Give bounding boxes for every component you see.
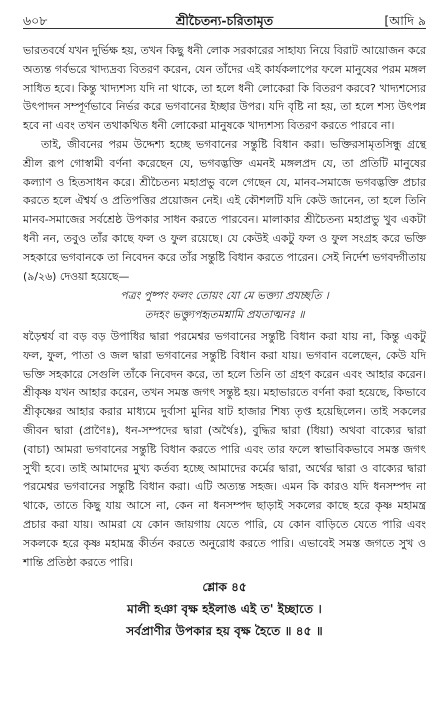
- paragraph-devotion: তাই, জীবনের পরম উদ্দেশ্য হচ্ছে ভগবানের সন্তুষ্টি বিধান করা। ভক্তিরসামৃতসিন্ধু গ্রন্থে শ্রীল রূপ গোস্বামী বর্ণনা করেছেন যে, ভগবদ্ভক্তি এমনই মঙ্গলপ্রদ যে, তা প্রতিটি মানুষের কল্যাণ ও হিতসাধন করে। শ্রীচৈতন্য মহাপ্রভু বলে গেছেন যে, মানব-সমাজে ভগবদ্ভক্তি প্রচার করতে হলে ঐশ্বর্য ও প্রতিপত্তির প্রয়োজন নেই। এই কৌশলটি যদি কেউ জানেন, তা হলে তিনি মানব-সমাজের সর্বশ্রেষ্ঠ উপকার সাধন করতে পারবেন। মালাকার শ্রীচৈতন্য মহাপ্রভু খুব একটা ধনী নন, তবুও তাঁর কাছে ফল ও ফুল রয়েছে। যে কেউই একটু ফল ও ফুল সংগ্রহ করে ভক্তি সহকারে ভগবানকে তা নিবেদন করে তাঁর সন্তুষ্টি বিধান করতে পারেন। সেই নির্দেশ ভগবদ্গীতায় (৯/২৬) দেওয়া হয়েছে—: [23, 137, 426, 283]
- gita-verse-line: পত্রং পুষ্পং ফলং তোয়ং যো মে ভক্ত্যা প্রযচ্ছতি ।: [120, 289, 329, 303]
- sloka-heading: শ্লোক ৪৫: [202, 580, 247, 595]
- gita-verse: [23, 287, 426, 325]
- running-header: [23, 10, 426, 34]
- header-rule: [23, 28, 426, 29]
- sloka-line: মালী হঞা বৃক্ষ হইলাঙ এই ত' ইচ্ছাতে ।: [127, 602, 322, 617]
- paragraph-famine: ভারতবর্ষে যখন দুর্ভিক্ষ হয়, তখন কিছু ধনী লোক সরকারের সাহায্য নিয়ে বিরাট আয়োজন করে অত্যন্ত গর্বভরে খাদ্যদ্রব্য বিতরণ করেন, যেন তাঁদের এই কার্যকলাপের ফলে মানুষের পরম মঙ্গল সাধিত হবে। কিন্তু খাদ্যশস্য যদি না থাকে, তা হলে ধনী লোকেরা কি বিতরণ করবে? খাদ্যশস্যের উৎপাদন সম্পূর্ণভাবে নির্ভর করে ভগবানের ইচ্ছার উপর। যদি বৃষ্টি না হয়, তা হলে শস্য উৎপন্ন হবে না এবং তখন তথাকথিত ধনী লোকেরা মানুষকে খাদ্যশস্য বিতরণ করতে পারবে না।: [23, 44, 426, 133]
- paragraph-offering: ষড়ৈশ্বর্য বা বড় বড় উপাধির দ্বারা পরমেশ্বর ভগবানের সন্তুষ্টি বিধান করা যায় না, কিন্তু একটু ফল, ফুল, পাতা ও জল দ্বারা ভগবানের সন্তুষ্টি বিধান করা যায়। ভগবান বলেছেন, কেউ যদি ভক্তি সহকারে সেগুলি তাঁকে নিবেদন করে, তা হলে তিনি তা গ্রহণ করেন এবং আহার করেন। শ্রীকৃষ্ণ যখন আহার করেন, তখন সমস্ত জগৎ সন্তুষ্ট হয়। মহাভারতে বর্ণনা করা হয়েছে, কিভাবে শ্রীকৃষ্ণের আহার করার মাধ্যমে দুর্বাসা মুনির ষাট হাজার শিষ্য তৃপ্ত হয়েছিলেন। তাই সকলের জীবন দ্বারা (প্রাণৈঃ), ধন-সম্পদের দ্বারা (অর্থৈঃ), বুদ্ধির দ্বারা (ধিয়া) অথবা বাক্যের দ্বারা (বাচা) আমরা ভগবানের সন্তুষ্টি বিধান করতে পারি এবং তার ফলে স্বাভাবিকভাবে সমস্ত জগৎ সুখী হবে। তাই আমাদের মুখ্য কর্তব্য হচ্ছে আমাদের কর্মের দ্বারা, অর্থের দ্বারা ও বাক্যের দ্বারা পরমেশ্বর ভগবানের সন্তুষ্টি বিধান করা। এটি অত্যন্ত সহজ। এমন কি কারও যদি ধনসম্পদ না থাকে, তাতে কিছু যায় আসে না, কেন না ধনসম্পদ ছাড়াই সকলের কাছে হরে কৃষ্ণ মহামন্ত্র প্রচার করা যায়। আমরা যে কোন জায়গায় যেতে পারি, যে কোন বাড়িতে যেতে পারি এবং সকলকে হরে কৃষ্ণ মহামন্ত্র কীর্তন করতে অনুরোধ করতে পারি। এভাবেই সমস্ত জগতে সুখ ও শান্তি প্রতিষ্ঠা করতে পারি।: [23, 329, 426, 569]
- sloka-line: সর্বপ্রাণীর উপকার হয় বৃক্ষ হৈতে ॥ ৪৫ ॥: [126, 624, 323, 639]
- book-title: শ্রীচৈতন্য-চরিতামৃত: [175, 13, 274, 28]
- gita-verse-line: তদহং ভক্ত্যুপহৃতমশ্নামি প্রযতাত্মনঃ ॥: [144, 308, 305, 322]
- page-number: ৬০৮: [23, 13, 48, 28]
- chapter-reference: [আদি ৯: [384, 13, 426, 28]
- page-body: [23, 42, 426, 642]
